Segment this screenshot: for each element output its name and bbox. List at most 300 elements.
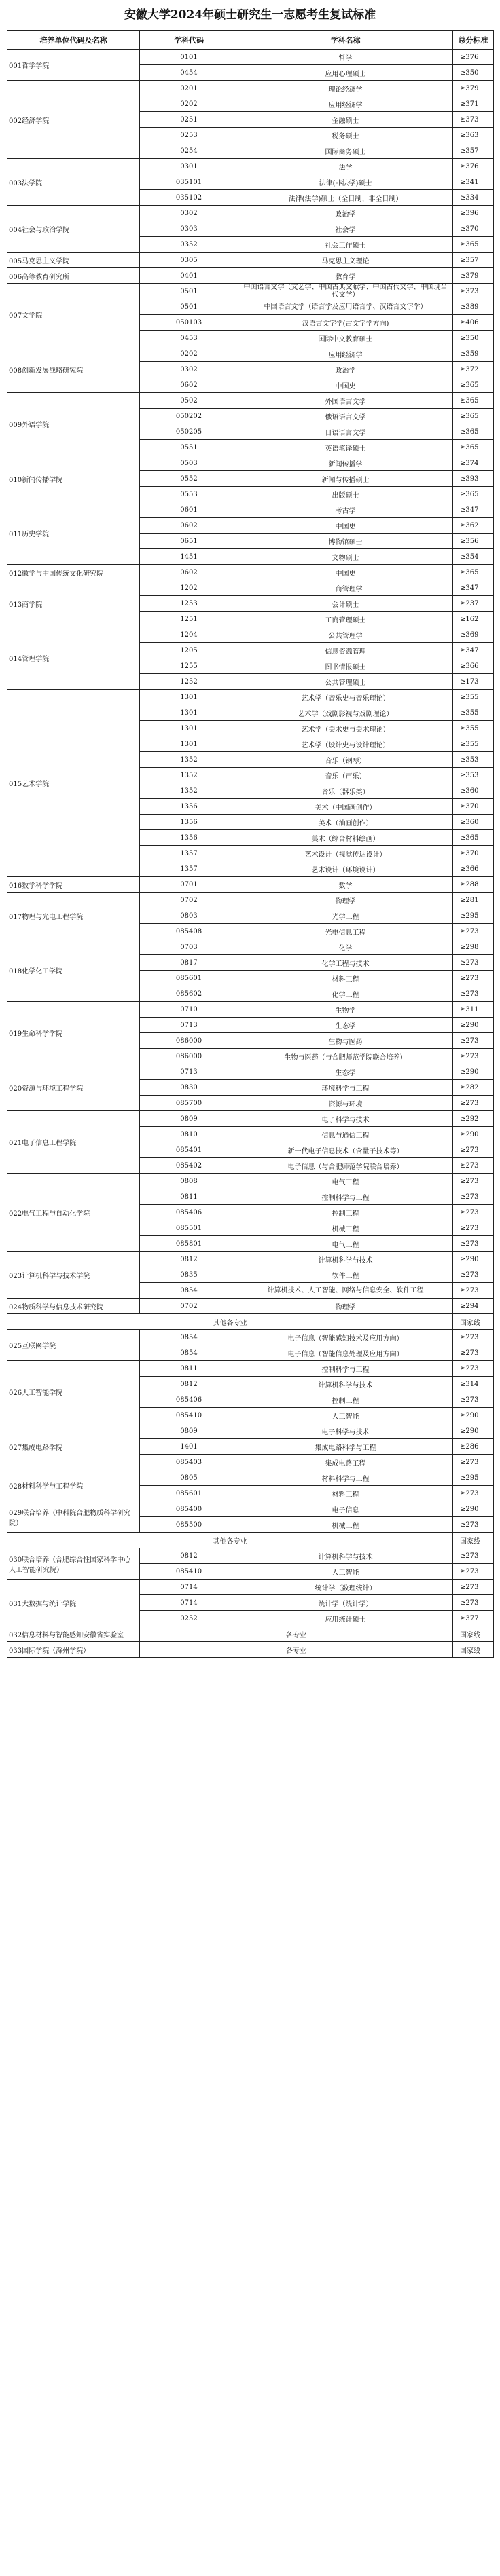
subject-name-cell: 生态学: [238, 1018, 453, 1033]
subject-name-cell: 电气工程: [238, 1236, 453, 1252]
subject-name-cell: 文物硕士: [238, 549, 453, 565]
subject-name-cell: 信息资源管理: [238, 643, 453, 658]
score-cell: ≥366: [453, 861, 494, 877]
score-cell: ≥290: [453, 1408, 494, 1423]
table-row: [7, 1548, 494, 1564]
subject-code-cell: 1205: [140, 643, 238, 658]
score-cell: ≥376: [453, 50, 494, 65]
unit-cell: 006高等教育研究所: [7, 268, 140, 284]
subject-name-cell: 艺术学（美术史与美术理论）: [238, 721, 453, 736]
subject-code-cell: 0830: [140, 1080, 238, 1096]
table-header-row: [7, 31, 494, 50]
unit-cell: 017物理与光电工程学院: [7, 893, 140, 939]
score-cell: ≥294: [453, 1299, 494, 1314]
subject-name-cell: 考古学: [238, 502, 453, 518]
subject-name-cell: 光学工程: [238, 908, 453, 924]
subject-code-cell: 0501: [140, 299, 238, 315]
score-cell: ≥365: [453, 409, 494, 424]
score-cell: ≥288: [453, 877, 494, 893]
table-row: [7, 1533, 494, 1548]
subject-code-cell: 0301: [140, 159, 238, 174]
subject-code-cell: 0809: [140, 1423, 238, 1439]
subject-name-cell: 新闻传播学: [238, 455, 453, 471]
score-cell: ≥370: [453, 221, 494, 237]
subject-name-cell: 机械工程: [238, 1220, 453, 1236]
score-cell: ≥389: [453, 299, 494, 315]
table-row: [7, 1252, 494, 1267]
table-row: [7, 159, 494, 174]
subject-name-cell: 电子信息（智能感知技术及应用方向）: [238, 1330, 453, 1345]
subject-name-cell: 新一代电子信息技术（含量子技术等）: [238, 1142, 453, 1158]
subject-name-cell: 法学: [238, 159, 453, 174]
score-cell: ≥370: [453, 799, 494, 815]
score-cell: ≥369: [453, 627, 494, 643]
score-cell: ≥273: [453, 1033, 494, 1049]
subject-name-cell: 应用心理硕士: [238, 65, 453, 81]
subject-code-cell: 085400: [140, 1501, 238, 1517]
score-cell: ≥366: [453, 658, 494, 674]
subject-name-cell: 国际中文教育硕士: [238, 331, 453, 346]
unit-cell: 026人工智能学院: [7, 1361, 140, 1423]
subject-name-cell: 生态学: [238, 1064, 453, 1080]
score-cell: ≥290: [453, 1501, 494, 1517]
subject-name-cell: 应用经济学: [238, 346, 453, 362]
subject-code-cell: 1253: [140, 596, 238, 612]
score-cell: ≥273: [453, 1142, 494, 1158]
subject-name-cell: 计算机科学与技术: [238, 1252, 453, 1267]
subject-name-cell: 音乐（声乐）: [238, 768, 453, 783]
score-cell: ≥353: [453, 752, 494, 768]
subject-name-cell: 政治学: [238, 362, 453, 377]
score-cell: ≥290: [453, 1064, 494, 1080]
subject-name-cell: 数学: [238, 877, 453, 893]
table-row: [7, 1642, 494, 1658]
score-cell: ≥295: [453, 908, 494, 924]
subject-code-cell: 1357: [140, 846, 238, 861]
subject-code-cell: 0602: [140, 377, 238, 393]
subject-name-cell: 电子科学与技术: [238, 1111, 453, 1127]
score-cell: ≥311: [453, 1002, 494, 1018]
unit-cell: 024物质科学与信息技术研究院: [7, 1299, 140, 1314]
subject-name-cell: 会计硕士: [238, 596, 453, 612]
score-cell: 国家线: [453, 1626, 494, 1642]
score-cell: ≥377: [453, 1611, 494, 1626]
subject-code-cell: 0252: [140, 1611, 238, 1626]
subject-code-cell: 0253: [140, 128, 238, 143]
score-cell: ≥273: [453, 986, 494, 1002]
subject-name-cell: 控制科学与工程: [238, 1189, 453, 1205]
table-row: [7, 1002, 494, 1018]
subject-name-cell: 汉语言文字学(古文字学方向): [238, 315, 453, 331]
unit-cell: 018化学化工学院: [7, 939, 140, 1002]
unit-cell: 029联合培养（中科院合肥物质科学研究院）: [7, 1501, 140, 1533]
score-cell: ≥354: [453, 549, 494, 565]
subject-name-cell: 博物馆硕士: [238, 534, 453, 549]
subject-name-cell: 新闻与传播硕士: [238, 471, 453, 487]
subject-name-cell: 计算机技术、人工智能、网络与信息安全、软件工程: [238, 1283, 453, 1299]
score-cell: ≥359: [453, 346, 494, 362]
subject-name-cell: 社会工作硕士: [238, 237, 453, 253]
subject-code-cell: 085410: [140, 1408, 238, 1423]
unit-cell: 013商学院: [7, 580, 140, 627]
subject-name-cell: 化学: [238, 939, 453, 955]
table-row: [7, 627, 494, 643]
subject-code-cell: 0602: [140, 565, 238, 580]
score-cell: ≥347: [453, 502, 494, 518]
score-cell: ≥273: [453, 1236, 494, 1252]
subject-code-cell: 1251: [140, 612, 238, 627]
subject-name-cell: 政治学: [238, 206, 453, 221]
subject-name-cell: 教育学: [238, 268, 453, 284]
table-row: [7, 1299, 494, 1314]
subject-code-cell: 0714: [140, 1595, 238, 1611]
score-cell: ≥379: [453, 81, 494, 96]
score-cell: ≥282: [453, 1080, 494, 1096]
subject-code-cell: 0202: [140, 96, 238, 112]
subject-code-cell: 0302: [140, 206, 238, 221]
table-row: [7, 565, 494, 580]
score-cell: ≥355: [453, 690, 494, 705]
subject-code-cell: 0601: [140, 502, 238, 518]
table-row: [7, 1501, 494, 1517]
subject-code-cell: 0602: [140, 518, 238, 534]
unit-cell: 025互联网学院: [7, 1330, 140, 1361]
score-cell: ≥365: [453, 565, 494, 580]
unit-cell: 015艺术学院: [7, 690, 140, 877]
subject-name-cell: 中国语言文学（文艺学、中国古典文献学、中国古代文学、中国现当代文学）: [238, 284, 453, 299]
unit-cell: 022电气工程与自动化学院: [7, 1174, 140, 1252]
header-name: 学科名称: [238, 31, 453, 50]
subject-name-cell: 统计学（数理统计）: [238, 1580, 453, 1595]
subject-code-cell: 0502: [140, 393, 238, 409]
subject-name-cell: 工商管理学: [238, 580, 453, 596]
score-cell: ≥350: [453, 331, 494, 346]
subject-name-cell: 控制科学与工程: [238, 1361, 453, 1377]
unit-cell: 021电子信息工程学院: [7, 1111, 140, 1174]
subject-code-cell: 0501: [140, 284, 238, 299]
subject-code-cell: 0254: [140, 143, 238, 159]
score-cell: ≥362: [453, 518, 494, 534]
score-cell: ≥273: [453, 1189, 494, 1205]
subject-name-cell: 应用统计硕士: [238, 1611, 453, 1626]
subject-code-cell: 0854: [140, 1345, 238, 1361]
unit-cell: 010新闻传播学院: [7, 455, 140, 502]
subject-code-cell: 0454: [140, 65, 238, 81]
table-row: [7, 346, 494, 362]
subject-code-cell: 1252: [140, 674, 238, 690]
score-cell: ≥365: [453, 237, 494, 253]
score-cell: ≥273: [453, 955, 494, 971]
score-cell: ≥273: [453, 1392, 494, 1408]
subject-name-cell: 艺术学（戏剧影视与戏剧理论）: [238, 705, 453, 721]
score-cell: ≥365: [453, 424, 494, 440]
score-cell: ≥273: [453, 1267, 494, 1283]
table-row: [7, 1361, 494, 1377]
subject-code-cell: 1255: [140, 658, 238, 674]
header-unit: 培养单位代码及名称: [7, 31, 140, 50]
subject-code-cell: 085402: [140, 1158, 238, 1174]
subject-name-cell: 工商管理硕士: [238, 612, 453, 627]
subject-name-cell: 化学工程: [238, 986, 453, 1002]
unit-cell: 027集成电路学院: [7, 1423, 140, 1470]
table-row: [7, 1330, 494, 1345]
score-cell: ≥273: [453, 1330, 494, 1345]
subject-code-cell: 0302: [140, 362, 238, 377]
subject-code-cell: 0854: [140, 1283, 238, 1299]
subject-name-cell: 计算机科学与技术: [238, 1548, 453, 1564]
score-cell: ≥360: [453, 815, 494, 830]
unit-cell: 020资源与环境工程学院: [7, 1064, 140, 1111]
subject-code-cell: 0453: [140, 331, 238, 346]
table-row: [7, 1174, 494, 1189]
subject-code-cell: 0809: [140, 1111, 238, 1127]
subject-code-cell: 0251: [140, 112, 238, 128]
subject-code-cell: 085700: [140, 1096, 238, 1111]
table-row: [7, 253, 494, 268]
score-cell: ≥357: [453, 253, 494, 268]
subject-code-cell: 0352: [140, 237, 238, 253]
subject-code-cell: 1301: [140, 721, 238, 736]
subject-code-cell: 0812: [140, 1548, 238, 1564]
score-cell: ≥350: [453, 65, 494, 81]
subject-code-cell: 1352: [140, 752, 238, 768]
subject-name-cell: 生物与医药: [238, 1033, 453, 1049]
unit-cell: 016数学科学学院: [7, 877, 140, 893]
score-cell: ≥173: [453, 674, 494, 690]
subject-code-cell: 0503: [140, 455, 238, 471]
subject-code-cell: 1356: [140, 815, 238, 830]
subject-code-cell: 1301: [140, 690, 238, 705]
subject-code-cell: 085501: [140, 1220, 238, 1236]
unit-cell: 004社会与政治学院: [7, 206, 140, 253]
score-cell: ≥273: [453, 1345, 494, 1361]
unit-cell: 001哲学学院: [7, 50, 140, 81]
subject-code-cell: 0703: [140, 939, 238, 955]
score-cell: ≥314: [453, 1377, 494, 1392]
subject-name-cell: 生物与医药（与合肥师范学院联合培养）: [238, 1049, 453, 1064]
subject-code-cell: 0805: [140, 1470, 238, 1486]
subject-name-cell: 公共管理学: [238, 627, 453, 643]
score-cell: ≥355: [453, 736, 494, 752]
unit-cell: 011历史学院: [7, 502, 140, 565]
table-row: [7, 1626, 494, 1642]
subject-name-cell: 物理学: [238, 893, 453, 908]
subject-name-cell: 哲学: [238, 50, 453, 65]
subject-code-cell: 0810: [140, 1127, 238, 1142]
subject-name-cell: 日语语言文学: [238, 424, 453, 440]
unit-cell: 003法学院: [7, 159, 140, 206]
subject-name-cell: 音乐（钢琴）: [238, 752, 453, 768]
subject-name-cell: 美术（油画创作）: [238, 815, 453, 830]
subject-code-cell: 0701: [140, 877, 238, 893]
subject-code-cell: 085408: [140, 924, 238, 939]
subject-code-cell: 1401: [140, 1439, 238, 1455]
score-cell: ≥365: [453, 440, 494, 455]
subject-name-cell: 电气工程: [238, 1174, 453, 1189]
subject-name-cell: 电子信息（智能信息处理及应用方向）: [238, 1345, 453, 1361]
subject-name-cell: 中国语言文学（语言学及应用语言学、汉语言文字学）: [238, 299, 453, 315]
score-cell: ≥273: [453, 1517, 494, 1533]
subject-name-cell: 艺术设计（环境设计）: [238, 861, 453, 877]
score-cell: ≥237: [453, 596, 494, 612]
subject-name-cell: 化学工程与技术: [238, 955, 453, 971]
subject-code-cell: 0811: [140, 1189, 238, 1205]
score-cell: ≥373: [453, 112, 494, 128]
subject-name-cell: 中国史: [238, 565, 453, 580]
subject-name-cell: 生物学: [238, 1002, 453, 1018]
table-row: [7, 939, 494, 955]
subject-code-cell: 035101: [140, 174, 238, 190]
subject-name-cell: 集成电路科学与工程: [238, 1439, 453, 1455]
subject-name-cell: 音乐（器乐类）: [238, 783, 453, 799]
subject-name-cell: 光电信息工程: [238, 924, 453, 939]
subject-code-cell: 050205: [140, 424, 238, 440]
subject-name-cell: 电子科学与技术: [238, 1423, 453, 1439]
subject-name-cell: 软件工程: [238, 1267, 453, 1283]
subject-code-cell: 1451: [140, 549, 238, 565]
unit-cell: 028材料科学与工程学院: [7, 1470, 140, 1501]
subject-code-cell: 0305: [140, 253, 238, 268]
subject-code-cell: 0811: [140, 1361, 238, 1377]
unit-cell: 031大数据与统计学院: [7, 1580, 140, 1626]
subject-code-cell: 085801: [140, 1236, 238, 1252]
unit-cell: 007文学院: [7, 284, 140, 346]
subject-code-cell: 0714: [140, 1580, 238, 1595]
score-cell: ≥273: [453, 1158, 494, 1174]
subject-name-cell: 美术（中国画创作）: [238, 799, 453, 815]
table-row: [7, 1064, 494, 1080]
page: [7, 0, 493, 1658]
score-cell: ≥393: [453, 471, 494, 487]
unit-cell: 009外语学院: [7, 393, 140, 455]
subject-name-cell: 控制工程: [238, 1205, 453, 1220]
score-cell: ≥341: [453, 174, 494, 190]
score-cell: ≥290: [453, 1127, 494, 1142]
subject-name-cell: 外国语言文学: [238, 393, 453, 409]
subject-code-cell: 085602: [140, 986, 238, 1002]
score-cell: ≥273: [453, 1096, 494, 1111]
score-cell: ≥295: [453, 1470, 494, 1486]
header-code: 学科代码: [140, 31, 238, 50]
subject-code-cell: 0803: [140, 908, 238, 924]
score-cell: ≥371: [453, 96, 494, 112]
score-cell: ≥356: [453, 534, 494, 549]
score-cell: ≥273: [453, 1564, 494, 1580]
score-cell: ≥273: [453, 1548, 494, 1564]
subject-code-cell: 0808: [140, 1174, 238, 1189]
score-cell: ≥281: [453, 893, 494, 908]
header-score: 总分标准: [453, 31, 494, 50]
score-cell: ≥374: [453, 455, 494, 471]
score-cell: ≥365: [453, 487, 494, 502]
unit-cell: 030联合培养（合肥综合性国家科学中心人工智能研究院）: [7, 1548, 140, 1580]
score-cell: ≥273: [453, 1361, 494, 1377]
unit-cell: 019生命科学学院: [7, 1002, 140, 1064]
subject-code-cell: 050202: [140, 409, 238, 424]
score-cell: ≥273: [453, 971, 494, 986]
subject-code-cell: 085403: [140, 1455, 238, 1470]
major-name-cell: 各专业: [140, 1626, 453, 1642]
subject-name-cell: 信息与通信工程: [238, 1127, 453, 1142]
subject-code-cell: 0651: [140, 534, 238, 549]
score-cell: ≥360: [453, 783, 494, 799]
score-cell: ≥357: [453, 143, 494, 159]
subject-name-cell: 环境科学与工程: [238, 1080, 453, 1096]
score-cell: ≥292: [453, 1111, 494, 1127]
score-table: [7, 30, 494, 1658]
unit-cell: 033国际学院（滁州学院）: [7, 1642, 140, 1658]
table-row: [7, 455, 494, 471]
subject-code-cell: 085500: [140, 1517, 238, 1533]
score-cell: ≥273: [453, 1174, 494, 1189]
score-cell: ≥365: [453, 830, 494, 846]
subject-name-cell: 材料科学与工程: [238, 1470, 453, 1486]
score-cell: ≥347: [453, 580, 494, 596]
subject-code-cell: 0817: [140, 955, 238, 971]
table-row: [7, 206, 494, 221]
table-row: [7, 81, 494, 96]
subject-name-cell: 美术（综合材料绘画）: [238, 830, 453, 846]
table-row: [7, 1580, 494, 1595]
subject-code-cell: 1301: [140, 705, 238, 721]
unit-cell: 023计算机科学与技术学院: [7, 1252, 140, 1299]
subject-name-cell: 艺术学（音乐史与音乐理论）: [238, 690, 453, 705]
score-cell: ≥298: [453, 939, 494, 955]
subject-name-cell: 材料工程: [238, 1486, 453, 1501]
score-cell: ≥273: [453, 1283, 494, 1299]
subject-code-cell: 085601: [140, 1486, 238, 1501]
subject-name-cell: 法律(法学)硕士（全日制、非全日制）: [238, 190, 453, 206]
subject-code-cell: 1352: [140, 768, 238, 783]
table-row: [7, 580, 494, 596]
subject-code-cell: 085406: [140, 1205, 238, 1220]
subject-code-cell: 0202: [140, 346, 238, 362]
subject-code-cell: 1301: [140, 736, 238, 752]
score-cell: ≥365: [453, 393, 494, 409]
table-row: [7, 50, 494, 65]
score-cell: ≥273: [453, 1455, 494, 1470]
subject-code-cell: 085406: [140, 1392, 238, 1408]
subject-name-cell: 材料工程: [238, 971, 453, 986]
subject-code-cell: 0201: [140, 81, 238, 96]
score-cell: ≥162: [453, 612, 494, 627]
subject-name-cell: 中国史: [238, 518, 453, 534]
subject-name-cell: 马克思主义理论: [238, 253, 453, 268]
subject-code-cell: 0551: [140, 440, 238, 455]
subject-code-cell: 0710: [140, 1002, 238, 1018]
subject-code-cell: 0552: [140, 471, 238, 487]
score-cell: ≥286: [453, 1439, 494, 1455]
subject-code-cell: 050103: [140, 315, 238, 331]
subject-name-cell: 控制工程: [238, 1392, 453, 1408]
subject-name-cell: 国际商务硕士: [238, 143, 453, 159]
subject-name-cell: 艺术设计（视觉传达设计）: [238, 846, 453, 861]
subject-name-cell: 社会学: [238, 221, 453, 237]
subject-name-cell: 俄语语言文学: [238, 409, 453, 424]
subject-code-cell: 035102: [140, 190, 238, 206]
subject-code-cell: 1357: [140, 861, 238, 877]
subject-code-cell: 085601: [140, 971, 238, 986]
score-cell: ≥290: [453, 1252, 494, 1267]
subject-code-cell: 086000: [140, 1033, 238, 1049]
subject-name-cell: 电子信息（与合肥师范学院联合培养）: [238, 1158, 453, 1174]
score-cell: ≥273: [453, 1049, 494, 1064]
subject-name-cell: 统计学（统计学）: [238, 1595, 453, 1611]
score-cell: ≥355: [453, 705, 494, 721]
subject-name-cell: 公共管理硕士: [238, 674, 453, 690]
subject-name-cell: 中国史: [238, 377, 453, 393]
unit-cell: 008创新发展战略研究院: [7, 346, 140, 393]
